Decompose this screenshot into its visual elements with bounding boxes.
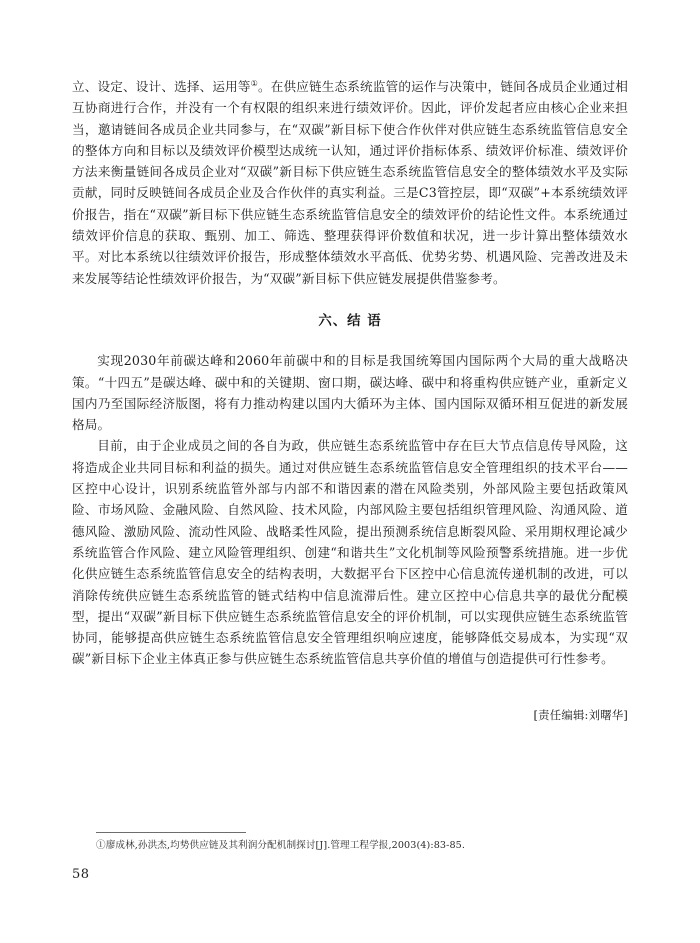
conclusion-paragraph-2: 目前，由于企业成员之间的各自为政，供应链生态系统监管中存在巨大节点信息传导风险，这将造成企业共同目标和利益的损失。通过对供应链生态系统监管信息安全管理组织的技术平台——区控中心设计，识别系统监管外部与内部不和谐因素的潜在风险类别，外部风险主要包括政策风险、市场风险、金融风险、自然风险、技术风险，内部风险主要包括组织管理风险、沟通风险、道德风险、激励风险、流动性风险、战略柔性风险，提出预测系统信息断裂风险、采用期权理论减少系统监管合作风险、建立风险管理组织、创建“和谐共生”文化机制等风险预警系统措施。进一步优化供应链生态系统监管信息安全的结构表明，大数据平台下区控中心信息流传递机制的改进，可以消除传统供应链生态系统监管的链式结构中信息流滞后性。建立区控中心信息共享的最优分配模型，提出“双碳”新目标下供应链生态系统监管信息安全的评价机制，可以实现供应链生态系统监管协同，能够提高供应链生态系统监管信息安全管理组织响应速度，能够降低交易成本，为实现“双碳”新目标下企业主体真正参与供应链生态系统监管信息共享价值的增值与创造提供可行性参考。 (72, 438, 628, 667)
footnote-separator-rule (96, 832, 246, 833)
paragraph-continued-part-1: 立、设定、设计、选择、运用等 (72, 79, 251, 94)
paragraph-continued-part-2: 。在供应链生态系统监管的运作与决策中，链间各成员企业通过相互协商进行合作，并没有一个有权限的组织来进行绩效评价。因此，评价发起者应由核心企业来担当，邀请链间各成员企业共同参与，在“双碳”新目标下使合作伙伴对供应链生态系统监管信息安全的整体方向和目标以及绩效评价模型达成统一认知，通过评价指标体系、绩效评价标准、绩效评价方法来衡量链间各成员企业对“双碳”新目标下供应链生态系统监管信息安全的整体绩效水平及实际贡献，同时反映链间各成员企业及合作伙伴的真实利益。三是C3管控层，即“双碳”+本系统绩效评价报告，指在“双碳”新目标下供应链生态系统监管信息安全的绩效评价的结论性文件。本系统通过绩效评价信息的获取、甄别、加工、筛选、整理获得评价数值和状况，进一步计算出整体绩效水平。对比本系统以往绩效评价报告，形成整体绩效水平高低、优势劣势、机遇风险、完善改进及未来发展等结论性绩效评价报告，为“双碳”新目标下供应链发展提供借鉴参考。 (72, 79, 628, 286)
footnote-reference-marker: ① (250, 78, 258, 88)
section-heading-conclusion: 六、结 语 (318, 312, 382, 329)
spacer-above-heading (72, 289, 628, 311)
footnote-block (72, 832, 628, 852)
footnote-entry: ①廖成林,孙洪杰,均势供应链及其利润分配机制探讨[J].管理工程学报,2003(4):83-85. (96, 840, 465, 851)
text-column (72, 76, 628, 723)
page-number: 58 (72, 867, 90, 882)
editor-credit: [责任编辑:刘曙华] (533, 707, 628, 722)
conclusion-paragraph-1: 实现2030年前碳达峰和2060年前碳中和的目标是我国统筹国内国际两个大局的重大战略决策。“十四五”是碳达峰、碳中和的关键期、窗口期，碳达峰、碳中和将重构供应链产业，重新定义国内乃至国际经济版图，将有力推动构建以国内大循环为主体、国内国际双循环相互促进的新发展格局。 (72, 353, 628, 433)
spacer-below-heading (72, 332, 628, 350)
paragraph-continued (72, 76, 628, 289)
